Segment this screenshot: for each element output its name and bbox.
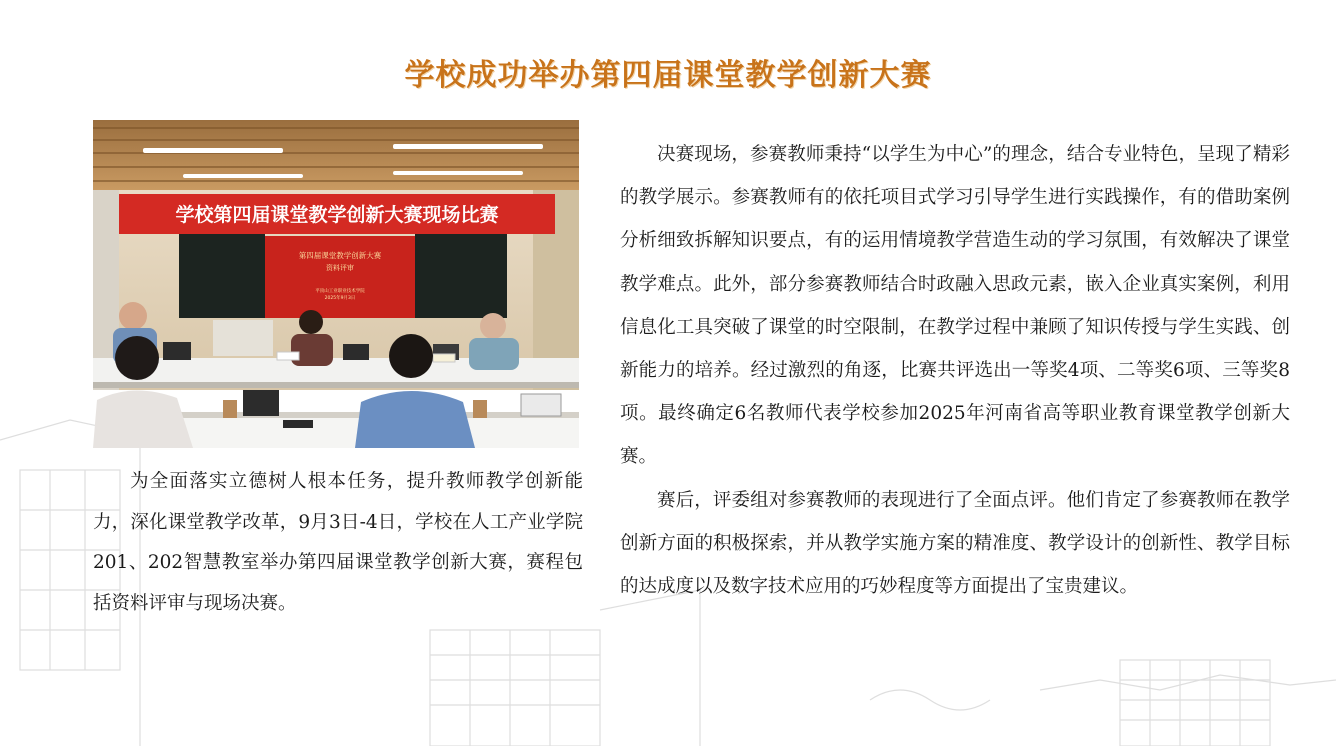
svg-text:资料评审: 资料评审: [326, 264, 354, 272]
svg-text:2025年9月3日: 2025年9月3日: [324, 296, 356, 301]
article-body: [620, 133, 1290, 608]
final-paragraph: 决赛现场，参赛教师秉持“以学生为中心”的理念，结合专业特色，呈现了精彩的教学展示。参赛教师有的依托项目式学习引导学生进行实践操作，有的借助案例分析细致拆解知识要点，有的运用情境教学营造生动的学习氛围，有效解决了课堂教学难点。此外，部分参赛教师结合时政融入思政元素，嵌入企业真实案例，利用信息化工具突破了课堂的时空限制，在教学过程中兼顾了知识传授与学生实践、创新能力的培养。经过激烈的角逐，比赛共评选出一等奖4项、二等奖6项、三等奖8项。最终确定6名教师代表学校参加2025年河南省高等职业教育课堂教学创新大赛。: [620, 144, 1290, 468]
intro-text: [93, 462, 583, 624]
review-paragraph: 赛后，评委组对参赛教师的表现进行了全面点评。他们肯定了参赛教师在教学创新方面的积极探索，并从教学实施方案的精准度、教学设计的创新性、教学目标的达成度以及数字技术应用的巧妙程度等方面提出了宝贵建议。: [620, 489, 1290, 598]
competition-photo: [93, 120, 579, 448]
intro-paragraph: 为全面落实立德树人根本任务，提升教师教学创新能力，深化课堂教学改革，9月3日-4日，学校在人工产业学院201、202智慧教室举办第四届课堂教学创新大赛，赛程包括资料评审与现场决赛。: [93, 471, 583, 614]
banner-text: 学校第四届课堂教学创新大赛现场比赛: [175, 204, 499, 226]
projection-screen: [265, 236, 415, 318]
svg-text:平顶山工业职业技术学院: 平顶山工业职业技术学院: [315, 289, 365, 294]
svg-text:第四届课堂教学创新大赛: 第四届课堂教学创新大赛: [298, 251, 382, 260]
page-title: 学校成功举办第四届课堂教学创新大赛: [404, 58, 932, 93]
